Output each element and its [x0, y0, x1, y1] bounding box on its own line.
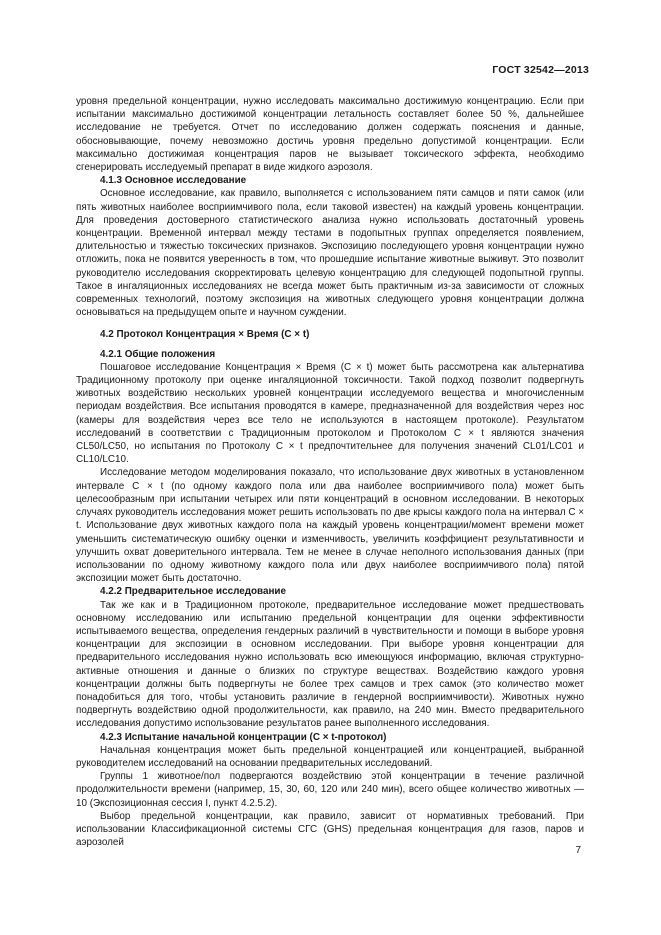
paragraph: Начальная концентрация может быть предельной концентрацией или концентрацией, выбранной руководителем исследований на основании предварительных исследований.	[76, 744, 584, 769]
paragraph: Группы 1 животное/пол подвергаются воздействию этой концентрации в течение различной продолжительности времени (например, 15, 30, 60, 120 или 240 мин), всего общее количество животных — 10 (Экспозиционная сессия I, пункт 4.2.5.2).	[76, 771, 584, 809]
section-heading-4-2-2: 4.2.2 Предварительное исследование	[100, 586, 286, 598]
paragraph: Пошаговое исследование Концентрация × Время (C × t) может быть рассмотрена как альтернатива Традиционному протоколу при оценке ингаляционной токсичности. Такой подход позволит подвергнуть животных воздействию нескольких уровней концентрации исследуемого вещества и многочисленным периодам воздействия. Все испытания проводятся в камере, предназначенной для воздействия через нос (камеры для воздействия через все тело не используются в настоящем протоколе). Результатом исследований в соответствии с Традиционным протоколом и Протоколом C × t являются значения CL50/LC50, но испытания по Протоколу C × t предпочтительнее для получения значений CL01/LC01 и CL10/LC10.	[76, 361, 584, 466]
paragraph: Выбор предельной концентрации, как правило, зависит от нормативных требований. При использовании Классификационной системы СГС (GHS) предельная концентрация для газов, паров и аэрозолей	[76, 810, 584, 849]
section-heading-4-2-3: 4.2.3 Испытание начальной концентрации (C × t-протокол)	[100, 731, 387, 743]
section-heading-4-2: 4.2 Протокол Концентрация × Время (C × t)	[100, 329, 310, 341]
document-body	[76, 95, 584, 849]
section-heading-4-2-1: 4.2.1 Общие положения	[100, 348, 216, 360]
paragraph: уровня предельной концентрации, нужно исследовать максимально достижимую концентрацию. Если при испытании максимально достижимой концентрации летальность составляет более 50 %, дальнейшее исследование не требуется. Отчет по исследованию должен содержать пояснения и данные, обосновывающие, почему невозможно достичь уровня предельно допустимой концентрации. Если максимально достижимая концентрация паров не вызывает токсического эффекта, необходимо сгенерировать исследуемый препарат в виде жидкого аэрозоля.	[76, 96, 584, 174]
section-heading-4-1-3: 4.1.3 Основное исследование	[100, 175, 247, 187]
paragraph: Так же как и в Традиционном протоколе, предварительное исследование может предшествовать основному исследованию или испытанию предельной концентрации для оценки эффективности испытываемого вещества, определения гендерных различий в чувствительности и помощи в выборе уровня концентрации для экспозиции в основном исследовании. При выборе уровня концентрации для предварительного исследования нужно использовать всю имеющуюся информацию, включая структурно-активные отношения и данные о близких по структуре веществах. Воздействию каждого уровня концентрации должны быть подвергнуты не более трех самцов и трех самок (это количество может понадобиться для того, чтобы установить различие в гендерной восприимчивости). Животных нужно подвергнуть воздействию одной продолжительности, как правило, на 240 мин. Вместо предварительного исследования допустимо использование результатов ранее выполненного исследования.	[76, 599, 584, 730]
page-number: 7	[575, 845, 581, 856]
paragraph: Исследование методом моделирования показало, что использование двух животных в установленном интервале C × t (по одному каждого пола или два наиболее восприимчивого пола) может быть целесообразным при испытании четырех или пяти концентраций в основном исследовании. В некоторых случаях руководитель исследования может решить использовать по две крысы каждого пола на интервал C × t. Использование двух животных каждого пола на каждый уровень концентрации/момент времени может уменьшить систематическую ошибку оценки и изменчивость, увеличить коэффициент результативности и улучшить охват доверительного интервала. Тем не менее в случае неполного использования данных (при использовании по одному животному каждого пола или двух наиболее восприимчивого пола) пятой экспозиции может быть достаточно.	[76, 467, 584, 585]
standard-header: ГОСТ 32542—2013	[492, 64, 589, 76]
paragraph: Основное исследование, как правило, выполняется с использованием пяти самцов и пяти самок (или пять животных наиболее восприимчивого пола, если таковой известен) на каждый уровень концентрации. Для проведения достоверного статистического анализа нужно использовать достаточный уровень концентрации. Временной интервал между тестами в подопытных группах определяется появлением, длительностью и тяжестью токсических признаков. Экспозицию последующего уровня концентрации нужно отложить, пока не появится уверенность в том, что прошедшие испытание животные выживут. Это позволит руководителю исследования скорректировать целевую концентрацию для следующей подопытной группы. Такое в ингаляционных исследованиях не всегда может быть практичным из-за зависимости от сложных современных технологий, поэтому экспозиция на животных следующего уровня концентрации должна основываться на предыдущем опыте и научном суждении.	[76, 188, 584, 319]
